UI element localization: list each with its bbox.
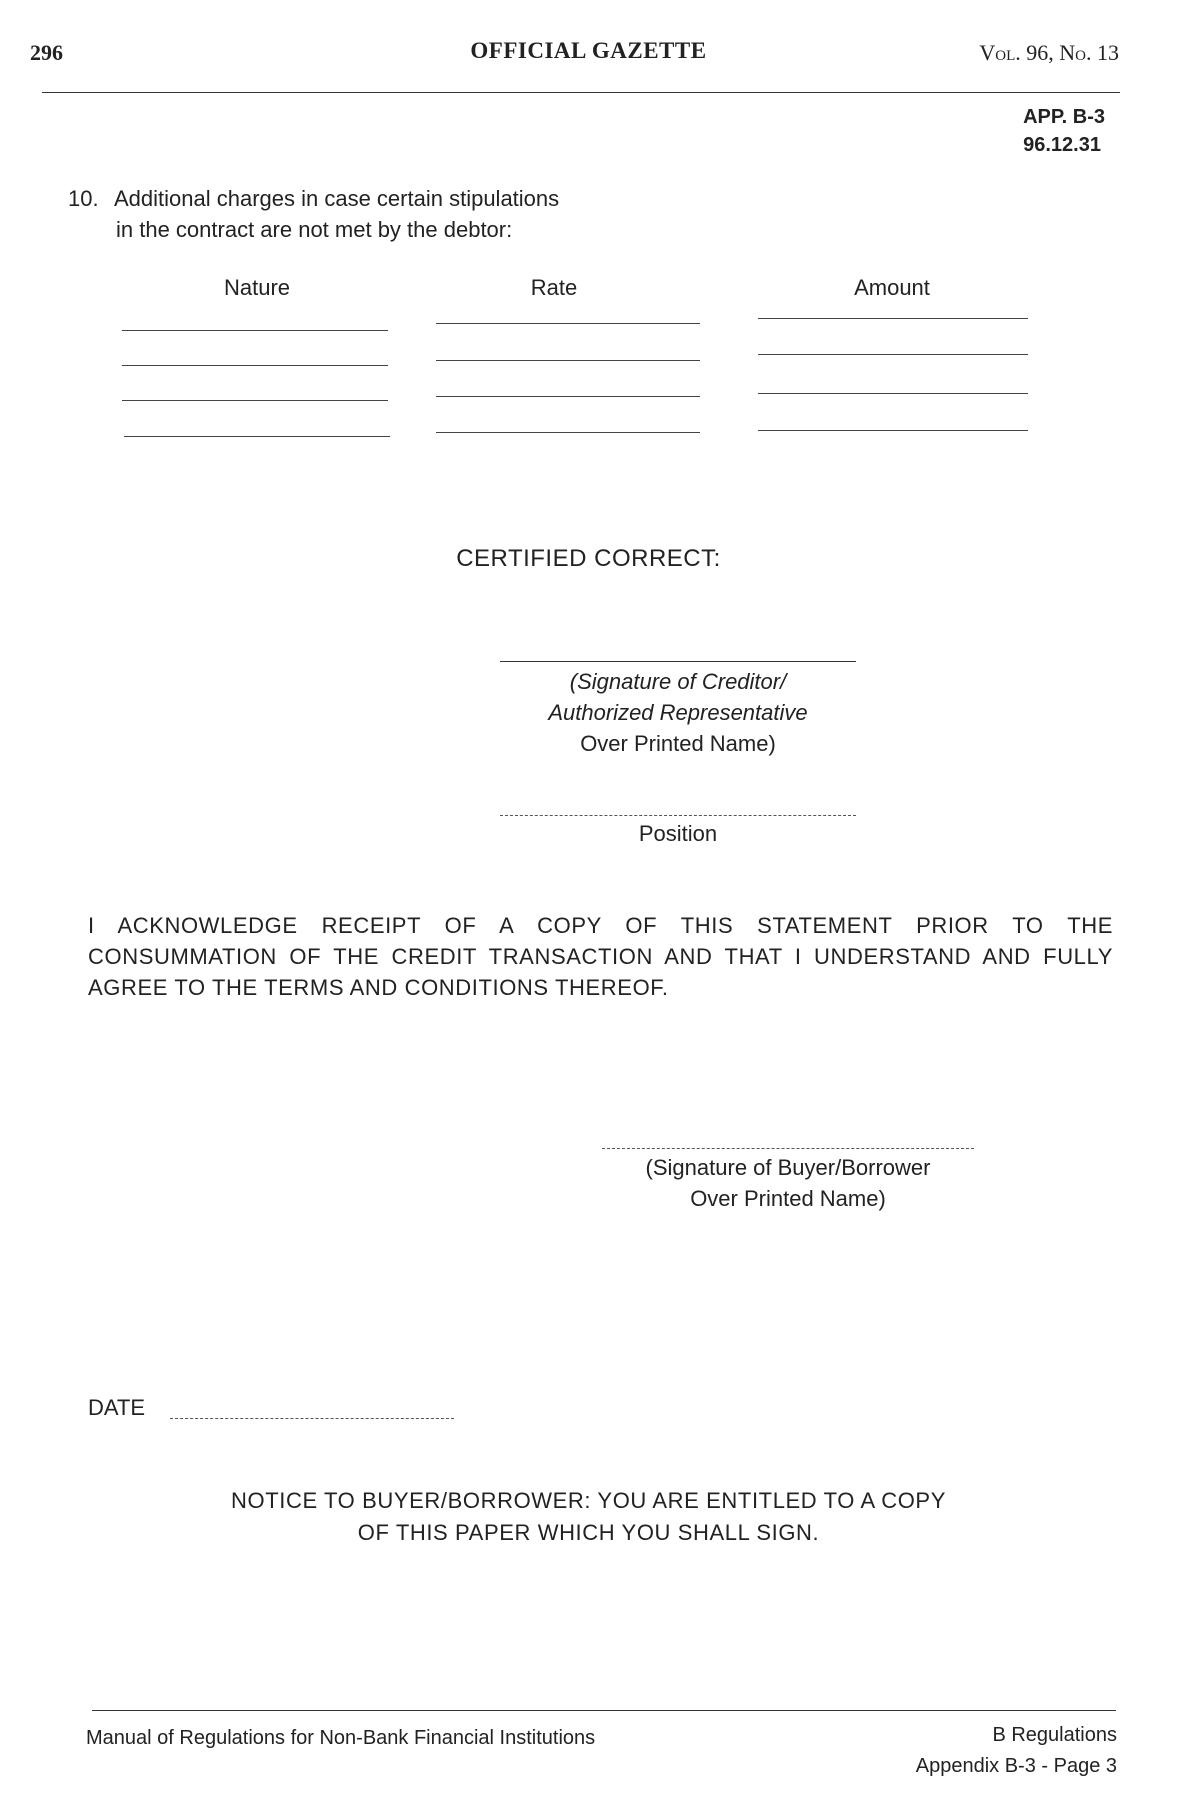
borrower-signature-line[interactable] [602,1148,974,1149]
notice-to-borrower [0,1485,1177,1549]
position-line[interactable] [500,815,856,816]
volume-issue: Vol. 96, No. 13 [979,40,1119,65]
nature-blank-line[interactable] [122,365,388,366]
position-label: Position [638,821,718,846]
footer-manual-title: Manual of Regulations for Non-Bank Financial Institutions [86,1727,596,1749]
footer-regulations: B Regulations [992,1724,1117,1746]
column-heading-amount: Amount [854,275,930,300]
item-text-line-1: Additional charges in case certain stipulations [114,186,560,211]
acknowledgement-statement: I ACKNOWLEDGE RECEIPT OF A COPY OF THIS STATEMENT PRIOR TO THE CONSUMMATION OF THE CREDIT TRANSACTION AND THAT I UNDERSTAND AND FULLY AGREE TO THE TERMS AND CONDITIONS THEREOF. [88,913,1113,1000]
rate-blank-line[interactable] [436,396,700,397]
borrower-caption-line-2: Over Printed Name) [690,1186,886,1211]
creditor-signature-line[interactable] [500,661,856,662]
item-10 [68,183,559,245]
amount-blank-line[interactable] [758,354,1028,355]
borrower-signature-caption [598,1152,978,1214]
date-blank-line[interactable] [170,1418,454,1419]
nature-blank-line[interactable] [124,436,390,437]
amount-blank-line[interactable] [758,393,1028,394]
rate-blank-line[interactable] [436,323,700,324]
footer-page-reference [916,1720,1117,1782]
creditor-caption-line-3: Over Printed Name) [580,731,776,756]
item-number: 10. [68,186,99,211]
rate-blank-line[interactable] [436,360,700,361]
footer-appendix-page: Appendix B-3 - Page 3 [915,1755,1117,1777]
amount-blank-line[interactable] [758,318,1028,319]
footer-divider [92,1710,1116,1711]
column-heading-rate: Rate [530,275,578,300]
borrower-caption-line-1: (Signature of Buyer/Borrower [645,1155,931,1180]
appendix-code: APP. B-3 [1023,106,1105,128]
rate-blank-line[interactable] [436,432,700,433]
header-divider [42,92,1120,93]
item-text-line-2: in the contract are not met by the debtor: [116,217,513,242]
creditor-signature-caption [478,666,878,759]
notice-line-1: NOTICE TO BUYER/BORROWER: YOU ARE ENTITLED TO A COPY [231,1488,946,1513]
column-heading-nature: Nature [223,275,291,300]
notice-line-2: OF THIS PAPER WHICH YOU SHALL SIGN. [357,1520,820,1545]
creditor-caption-line-1: (Signature of Creditor/ [569,669,787,694]
appendix-date: 96.12.31 [1023,134,1101,156]
appendix-reference [1023,103,1105,159]
nature-blank-line[interactable] [122,330,388,331]
amount-blank-line[interactable] [758,430,1028,431]
nature-blank-line[interactable] [122,400,388,401]
date-label: DATE [88,1395,146,1420]
certified-correct-heading: CERTIFIED CORRECT: [456,545,721,572]
gazette-title: OFFICIAL GAZETTE [470,38,707,63]
page-number: 296 [30,40,63,65]
creditor-caption-line-2: Authorized Representative [548,700,808,725]
